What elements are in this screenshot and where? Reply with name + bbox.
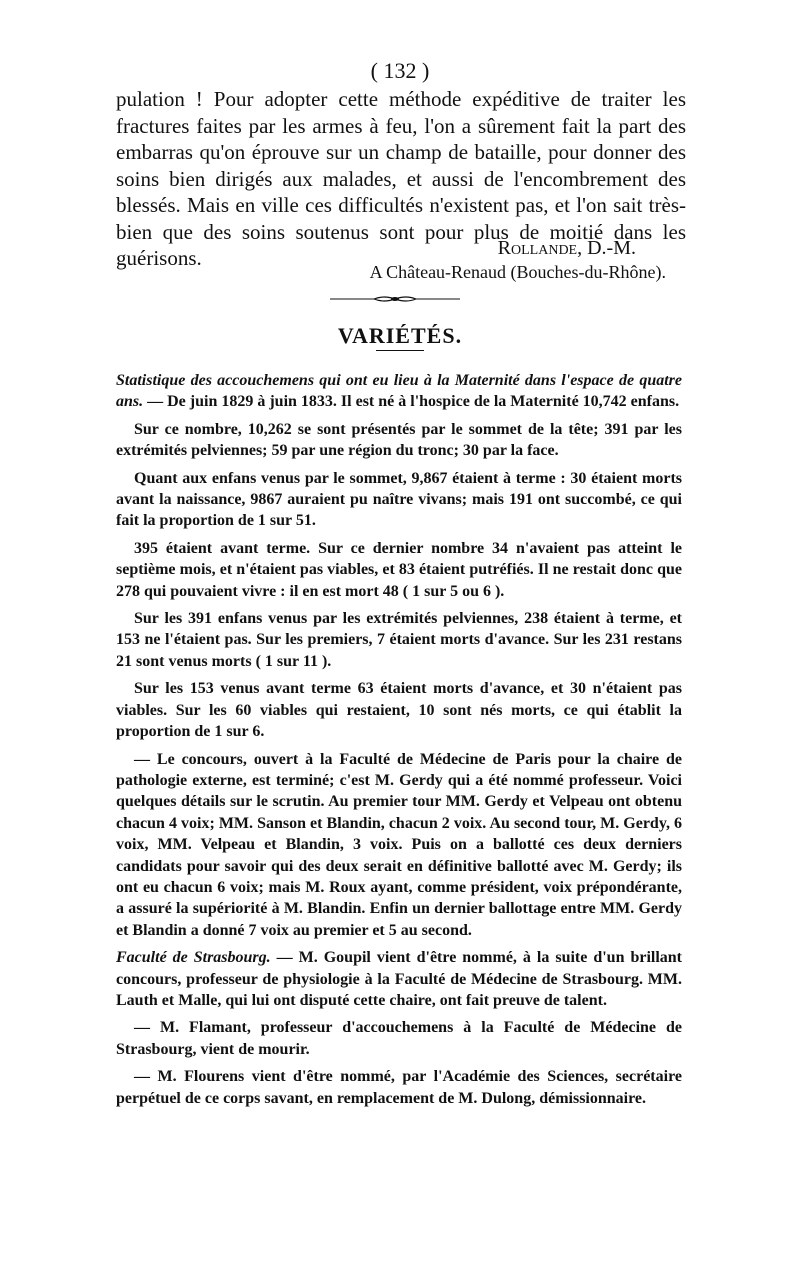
- section-heading: VARIÉTÉS.: [337, 323, 463, 348]
- continued-paragraph-text: pulation ! Pour adopter cette méthode expéditive de traiter les fractures faites par les armes à feu, l'on a sûrement fait la part des embarras qu'on éprouve sur un champ de bataille, pour donner des soins bien dirigés aux malades, et aussi de l'encombrement des blessés. Mais en ville ces difficultés n'existent pas, et l'on sait très-bien que des soins soutenus sont pour plus de moitié dans les guérisons.: [116, 87, 686, 270]
- body-paragraph: Sur ce nombre, 10,262 se sont présentés par le sommet de la tête; 391 par les extrémités pelviennes; 59 par une région du tronc; 30 par la face.: [116, 420, 682, 460]
- author-signature: [116, 237, 636, 260]
- body-paragraph: — M. Flamant, professeur d'accouchemens à la Faculté de Médecine de Strasbourg, vient de mourir.: [116, 1019, 682, 1058]
- ornament-divider: [330, 294, 460, 304]
- body-paragraph: — Le concours, ouvert à la Faculté de Médecine de Paris pour la chaire de pathologie externe, est terminé; c'est M. Gerdy qui a été nommé professeur. Voici quelques détails sur le scrutin. Au premier tour MM. Gerdy et Velpeau ont obtenu chacun 4 voix; MM. Sanson et Blandin, chacun 2 voix. Au second tour, M. Gerdy, 6 voix, MM. Velpeau et Blandin, 3 voix. Puis on a ballotté ces deux derniers candidats pour savoir qui des deux serait en définitive ballotté avec M. Gerdy; ils ont eu chacun 6 voix; mais M. Roux ayant, comme président, voix prépondérante, a assuré la supériorité à M. Blandin. Enfin un dernier ballottage entre MM. Gerdy et Blandin a donné 7 voix au premier et 5 au second.: [116, 750, 682, 939]
- varietes-body: [116, 370, 682, 1115]
- strasbourg-paragraph: [116, 947, 682, 1011]
- strasbourg-text: — M. Goupil vient d'être nommé, à la suite d'un brillant concours, professeur de physiologie à la Faculté de Médecine de Strasbourg. MM. Lauth et Malle, qui lui ont disputé cette chaire, ont fait preuve de talent.: [116, 949, 683, 1009]
- strasbourg-title: Faculté de Strasbourg.: [116, 949, 271, 967]
- page-number: ( 132 ): [370, 58, 430, 83]
- body-paragraph: Sur les 153 venus avant terme 63 étaient morts d'avance, et 30 n'étaient pas viables. Sur les 60 viables qui restaient, 10 sont nés morts, ce qui établit la proportion de 1 sur 6.: [116, 680, 682, 741]
- stat-title-rest: — De juin 1829 à juin 1833. Il est né à l'hospice de la Maternité 10,742 enfans.: [143, 393, 680, 411]
- body-paragraph: — M. Flourens vient d'être nommé, par l'Académie des Sciences, secrétaire perpétuel de ce corps savant, en remplacement de M. Dulong, démissionnaire.: [116, 1068, 682, 1107]
- author-title: , D.-M.: [577, 237, 636, 259]
- stat-title: Statistique des accouchemens qui ont eu lieu à la Maternité dans l'espace de quatre ans.: [116, 372, 682, 411]
- body-paragraph: Sur les 391 enfans venus par les extrémités pelviennes, 238 étaient à terme, et 153 ne l'étaient pas. Sur les premiers, 7 étaient morts d'avance. Sur les 231 restans 21 sont venus morts ( 1 sur 11 ).: [116, 610, 682, 670]
- author-place: A Château-Renaud (Bouches-du-Rhône).: [369, 262, 666, 282]
- body-paragraph: 395 étaient avant terme. Sur ce dernier nombre 34 n'avaient pas atteint le septième mois, et n'étaient pas viables, et 83 étaient putréfiés. Il ne restait donc que 278 qui pouvaient vivre : il en est mort 48 ( 1 sur 5 ou 6 ).: [116, 539, 682, 600]
- author-name: Rollande: [497, 237, 578, 259]
- stat-intro-paragraph: [116, 370, 682, 413]
- heading-underline: [376, 350, 424, 351]
- body-paragraph: Quant aux enfans venus par le sommet, 9,867 étaient à terme : 30 étaient morts avant la naissance, 9867 auraient pu naître vivans; mais 191 ont succombé, ce qui fait la proportion de 1 sur 51.: [116, 469, 682, 530]
